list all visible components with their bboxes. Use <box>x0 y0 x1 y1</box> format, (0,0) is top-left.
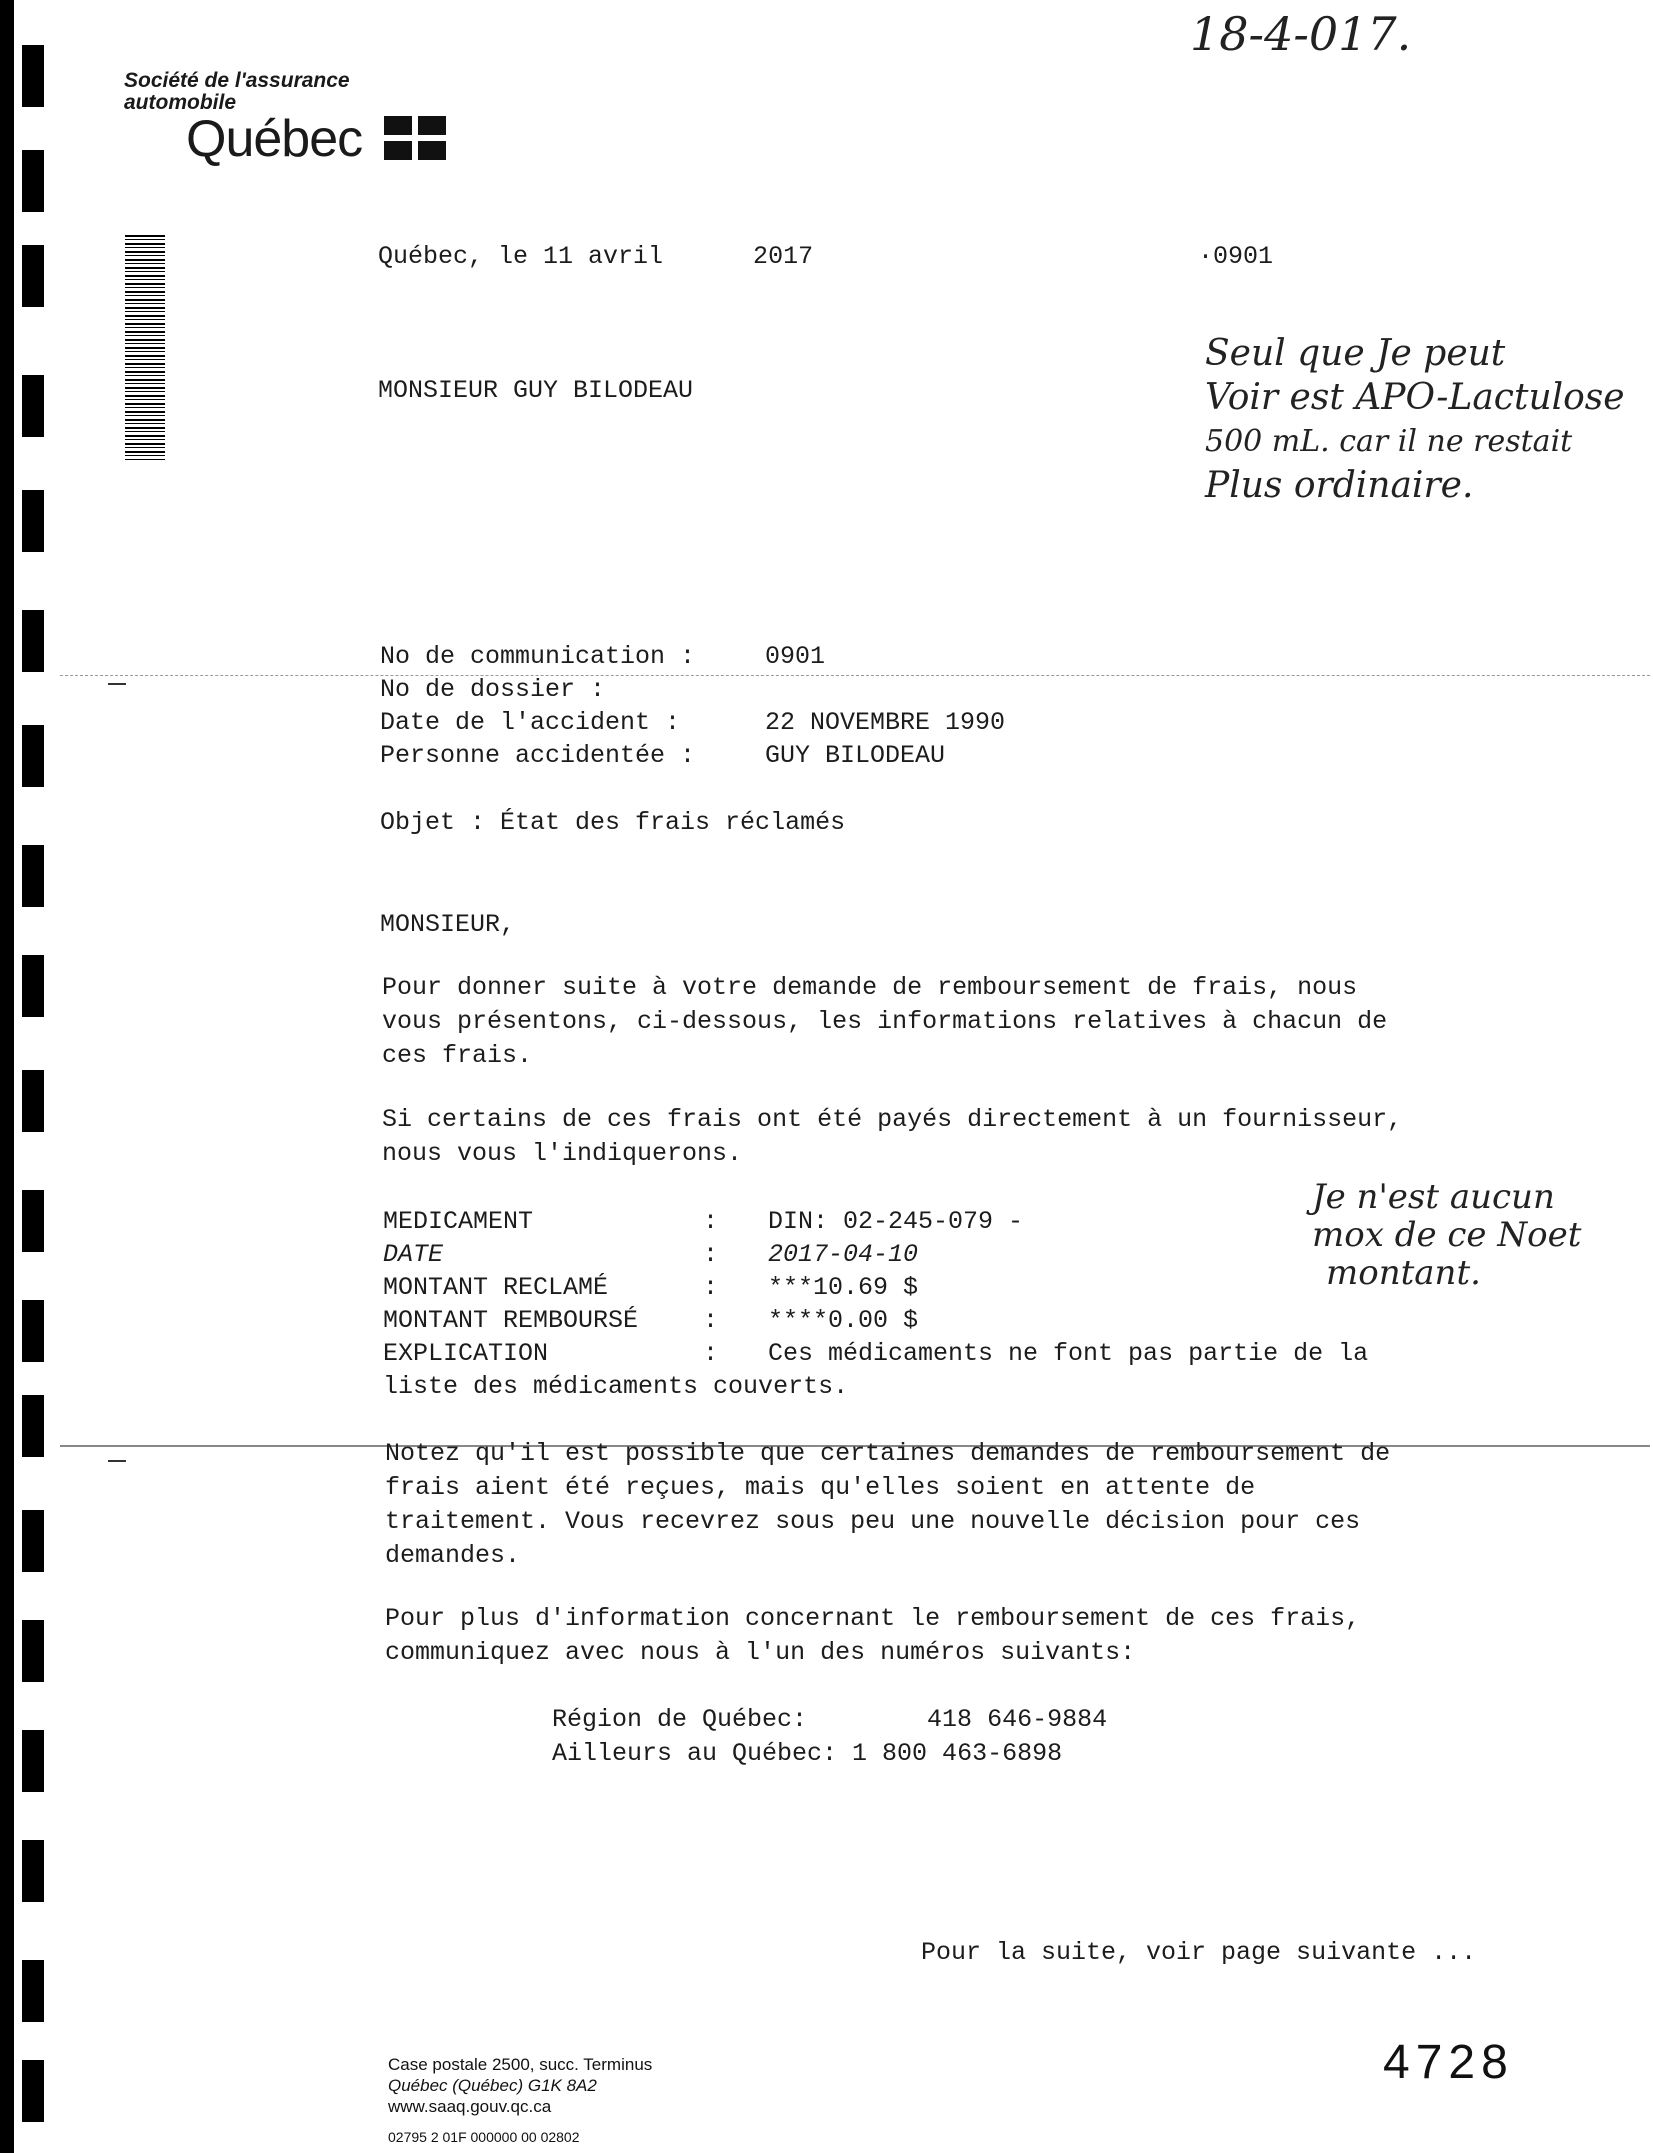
ref-value: GUY BILODEAU <box>765 741 946 770</box>
paragraph-line: nous vous l'indiquerons. <box>382 1139 743 1168</box>
paragraph-line: vous présentons, ci-dessous, les informations relatives à chacun de <box>382 1007 1388 1036</box>
claim-label: MONTANT RECLAMÉ <box>383 1273 609 1302</box>
phone-value: 418 646-9884 <box>867 1705 1108 1734</box>
handwritten-note-1 <box>1205 332 1625 508</box>
org-name-small <box>124 70 350 114</box>
margin-mark <box>22 150 44 212</box>
claim-value: ****0.00 $ <box>768 1306 919 1335</box>
letter-reference: ·0901 <box>1198 242 1274 271</box>
margin-mark <box>22 1190 44 1252</box>
claim-label: DATE <box>383 1240 444 1269</box>
paragraph-line: Si certains de ces frais ont été payés directement à un fournisseur, <box>382 1105 1403 1134</box>
margin-mark <box>22 2060 44 2122</box>
handwritten-note-2 <box>1312 1178 1581 1292</box>
claim-value: DIN: 02-245-079 - <box>768 1207 1024 1236</box>
footer-line: Québec (Québec) G1K 8A2 <box>388 2076 597 2095</box>
claim-continuation: liste des médicaments couverts. <box>383 1372 849 1401</box>
margin-mark <box>22 1395 44 1457</box>
claim-value: Ces médicaments ne font pas partie de la <box>768 1339 1369 1368</box>
claim-label: EXPLICATION <box>383 1339 549 1368</box>
paragraph-line: traitement. Vous recevrez sous peu une nouvelle décision pour ces <box>385 1507 1361 1536</box>
paragraph-line: demandes. <box>385 1541 521 1570</box>
paragraph-line: frais aient été reçues, mais qu'elles soient en attente de <box>385 1473 1256 1502</box>
page-number: 4728 <box>1383 2036 1514 2089</box>
note1-line: 500 mL. car il ne restait <box>1205 424 1573 459</box>
ref-label: No de dossier : <box>380 675 606 704</box>
paragraph-line: Pour plus d'information concernant le remboursement de ces frais, <box>385 1604 1361 1633</box>
salutation: MONSIEUR, <box>380 910 516 939</box>
claim-colon: : <box>703 1207 719 1236</box>
scan-tick <box>108 1460 126 1462</box>
subject-line: Objet : État des frais réclamés <box>380 808 846 837</box>
claim-details <box>383 1205 1463 1405</box>
scan-line <box>60 675 1650 676</box>
phone-numbers <box>552 1703 1107 1771</box>
claim-value: ***10.69 $ <box>768 1273 919 1302</box>
paragraph-line: Notez qu'il est possible que certaines demandes de remboursement de <box>385 1439 1391 1468</box>
ref-label: Date de l'accident : <box>380 708 681 737</box>
margin-mark <box>22 45 44 107</box>
margin-mark <box>22 375 44 437</box>
margin-mark <box>22 845 44 907</box>
margin-mark <box>22 490 44 552</box>
ref-label: Personne accidentée : <box>380 741 696 770</box>
paragraph-2 <box>382 1103 1402 1171</box>
note2-line: Je n'est aucun <box>1312 1177 1555 1217</box>
claim-label: MEDICAMENT <box>383 1207 534 1236</box>
fleurdelise-icon <box>384 116 450 162</box>
phone-value: 1 800 463-6898 <box>852 1739 1063 1768</box>
org-line-2: automobile <box>124 91 237 114</box>
ref-value: 22 NOVEMBRE 1990 <box>765 708 1006 737</box>
ref-value: 0901 <box>765 642 826 671</box>
note2-line: mox de ce Noet <box>1312 1215 1582 1255</box>
margin-mark <box>22 1620 44 1682</box>
margin-mark <box>22 1510 44 1572</box>
scan-tick <box>108 683 126 685</box>
margin-mark <box>22 1070 44 1132</box>
phone-row <box>552 1703 1107 1737</box>
recipient-name: MONSIEUR GUY BILODEAU <box>378 376 694 405</box>
margin-mark <box>22 245 44 307</box>
phone-label: Région de Québec: <box>552 1705 808 1734</box>
claim-colon: : <box>703 1306 719 1335</box>
paragraph-4 <box>385 1602 1360 1670</box>
claim-value: 2017-04-10 <box>768 1240 919 1269</box>
continued-notice: Pour la suite, voir page suivante ... <box>921 1938 1477 1967</box>
scan-edge <box>0 0 14 2153</box>
paragraph-line: communiquez avec nous à l'un des numéros suivants: <box>385 1638 1136 1667</box>
footer-address <box>388 2054 652 2148</box>
note2-line: montant. <box>1326 1253 1481 1293</box>
claim-colon: : <box>703 1339 719 1368</box>
handwritten-date: 18-4-017. <box>1190 7 1412 61</box>
margin-mark <box>22 610 44 672</box>
note1-line: Voir est APO-Lactulose <box>1205 377 1625 418</box>
paragraph-3 <box>385 1437 1390 1573</box>
claim-label: MONTANT REMBOURSÉ <box>383 1306 639 1335</box>
margin-mark <box>22 955 44 1017</box>
margin-mark <box>22 1840 44 1902</box>
barcode <box>125 235 165 460</box>
paragraph-line: Pour donner suite à votre demande de remboursement de frais, nous <box>382 973 1358 1002</box>
note1-line: Seul que Je peut <box>1205 333 1506 374</box>
margin-mark <box>22 725 44 787</box>
footer-line: www.saaq.gouv.qc.ca <box>388 2097 552 2116</box>
paragraph-line: ces frais. <box>382 1041 533 1070</box>
margin-mark <box>22 1730 44 1792</box>
phone-label: Ailleurs au Québec: <box>552 1739 838 1768</box>
footer-code: 02795 2 01F 000000 00 02802 <box>388 2129 580 2145</box>
margin-mark <box>22 1960 44 2022</box>
claim-colon: : <box>703 1240 719 1269</box>
margin-mark <box>22 1300 44 1362</box>
ref-label: No de communication : <box>380 642 696 671</box>
claim-colon: : <box>703 1273 719 1302</box>
org-logo-text: Québec <box>186 110 363 168</box>
paragraph-1 <box>382 971 1387 1073</box>
letter-date: Québec, le 11 avril 2017 <box>378 242 814 271</box>
footer-line: Case postale 2500, succ. Terminus <box>388 2055 653 2074</box>
note1-line: Plus ordinaire. <box>1205 465 1474 506</box>
org-line-1: Société de l'assurance <box>124 69 350 92</box>
phone-row <box>552 1737 1107 1771</box>
